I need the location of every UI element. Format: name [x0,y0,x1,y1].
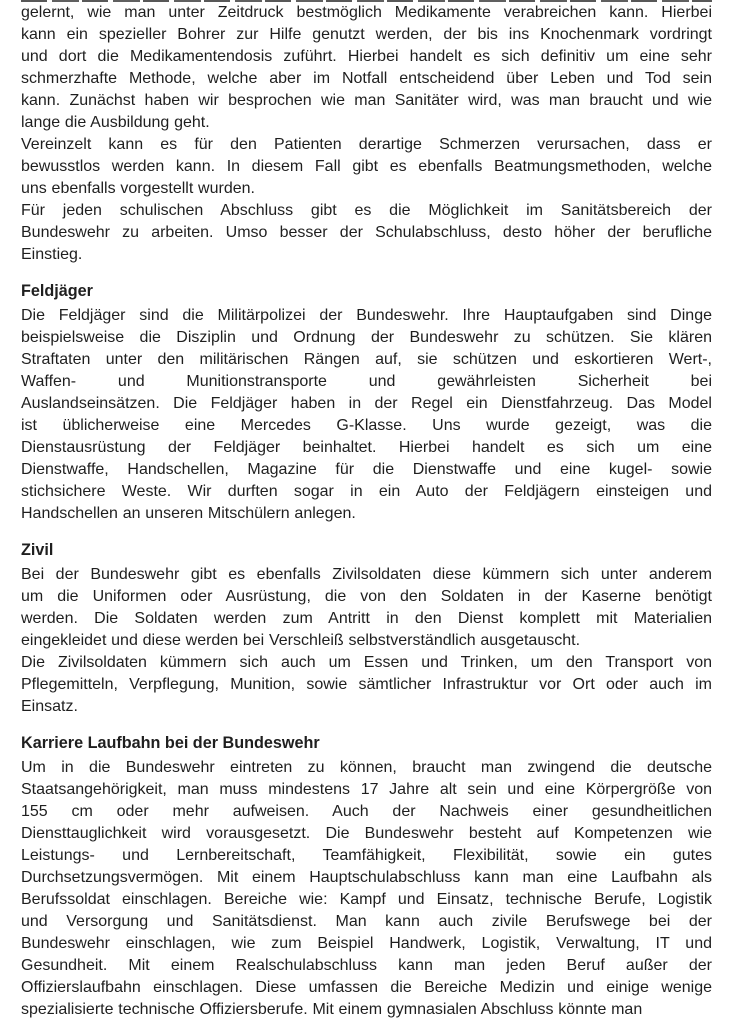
text-line: Durchsetzungsvermögen. Mit einem Hauptschulabschluss kann man eine Laufbahn als [21,869,712,886]
text-line: Dienstausrüstung der Feldjäger beinhaltet. Hierbei handelt es sich um eine [21,439,712,456]
text-line: Pflegemitteln, Verpflegung, Munition, sowie sämtlicher Infrastruktur vor Ort oder auch im [21,676,712,693]
paragraph [21,134,712,200]
section-heading: Karriere Laufbahn bei der Bundeswehr [21,734,320,752]
text-line: Diensttauglichkeit wird vorausgesetzt. Die Bundeswehr besteht auf Kompetenzen wie [21,825,712,842]
text-line: kann. Zunächst haben wir besprochen wie man Sanitäter wird, was man braucht und wie [21,92,712,109]
text-line: beispielsweise die Disziplin und Ordnung der Bundeswehr zu schützen. Sie klären [21,329,712,346]
text-line: Einsatz. [21,698,78,715]
text-line: Dienstwaffe, Handschellen, Magazine für die Dienstwaffe und eine kugel- sowie [21,461,712,478]
text-line: eingekleidet und diese werden bei Verschleiß selbstverständlich ausgetauscht. [21,632,581,649]
section-heading: Zivil [21,541,54,559]
clipped-previous-line-fragment [21,0,712,2]
text-line: Handschellen an unseren Mitschülern anlegen. [21,505,356,522]
text-line: 155 cm oder mehr aufweisen. Auch der Nachweis einer gesundheitlichen [21,803,712,820]
text-line: Die Feldjäger sind die Militärpolizei der Bundeswehr. Ihre Hauptaufgaben sind Dinge [21,307,712,324]
text-line: schmerzhafte Methode, welche aber im Notfall entscheidend über Leben und Tod sein [21,70,712,87]
paragraph [21,2,712,134]
paragraph [21,652,712,718]
section-heading: Feldjäger [21,282,93,300]
text-line: Leistungs- und Lernbereitschaft, Teamfähigkeit, Flexibilität, sowie ein gutes [21,847,712,864]
text-line: Straftaten unter den militärischen Rängen auf, sie schützen und eskortieren Wert-, [21,351,712,368]
text-line: gelernt, wie man unter Zeitdruck bestmöglich Medikamente verabreichen kann. Hierbei [21,4,712,21]
text-line: Berufssoldat einschlagen. Bereiche wie: Kampf und Einsatz, technische Berufe, Logistik [21,891,712,908]
text-line: um die Uniformen oder Ausrüstung, die von den Soldaten in der Kaserne benötigt [21,588,712,605]
text-line: Vereinzelt kann es für den Patienten derartige Schmerzen verursachen, dass er [21,136,712,153]
text-line: Offizierslaufbahn einschlagen. Diese umfassen die Bereiche Medizin und einige wenige [21,979,712,996]
paragraph [21,200,712,266]
text-line: stichsichere Weste. Wir durften sogar in ein Auto der Feldjägern einsteigen und [21,483,712,500]
text-line: Bundeswehr zu arbeiten. Umso besser der Schulabschluss, desto höher der berufliche [21,224,712,241]
text-line: bewusstlos werden kann. In diesem Fall gibt es ebenfalls Beatmungsmethoden, welche [21,158,712,175]
text-line: Staatsangehörigkeit, man muss mindestens 17 Jahre alt sein und eine Körpergröße von [21,781,712,798]
text-line: Gesundheit. Mit einem Realschulabschluss kann man jeden Beruf außer der [21,957,712,974]
paragraph [21,757,712,1021]
text-line: Waffen- und Munitionstransporte und gewährleisten Sicherheit bei [21,373,712,390]
text-line: Bei der Bundeswehr gibt es ebenfalls Zivilsoldaten diese kümmern sich unter anderem [21,566,712,583]
paragraph [21,305,712,525]
text-line: lange die Ausbildung geht. [21,114,210,131]
text-line: Einstieg. [21,246,83,263]
text-line: ist üblicherweise eine Mercedes G-Klasse. Uns wurde gezeigt, was die [21,417,712,434]
text-line: Um in die Bundeswehr eintreten zu können, braucht man zwingend die deutsche [21,759,712,776]
document-content [21,2,712,1021]
text-line: und dort die Medikamentendosis zuführt. Hierbei handelt es sich definitiv um eine sehr [21,48,712,65]
text-line: spezialisierte technische Offiziersberufe. Mit einem gymnasialen Abschluss könnte man [21,1001,643,1018]
text-line: Für jeden schulischen Abschluss gibt es die Möglichkeit im Sanitätsbereich der [21,202,712,219]
text-line: Bundeswehr einschlagen, wie zum Beispiel Handwerk, Logistik, Verwaltung, IT und [21,935,712,952]
text-line: Die Zivilsoldaten kümmern sich auch um Essen und Trinken, um den Transport von [21,654,712,671]
text-line: kann ein spezieller Bohrer zur Hilfe genutzt werden, der bis ins Knochenmark vordringt [21,26,712,43]
text-line: werden. Die Soldaten werden zum Antritt in den Dienst komplett mit Materialien [21,610,712,627]
text-line: und Versorgung und Sanitätsdienst. Man kann auch zivile Berufswege bei der [21,913,712,930]
text-line: Auslandseinsätzen. Die Feldjäger haben in der Regel ein Dienstfahrzeug. Das Model [21,395,712,412]
text-line: uns ebenfalls vorgestellt wurden. [21,180,255,197]
paragraph [21,564,712,652]
